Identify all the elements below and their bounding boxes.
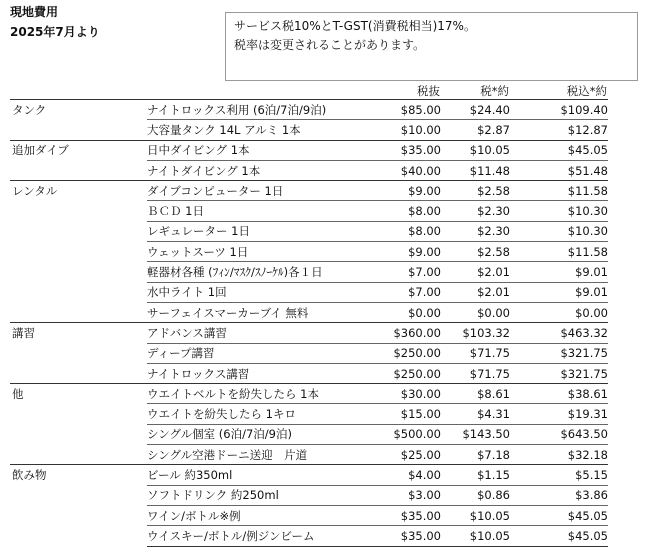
- total-cell: $463.32: [510, 323, 608, 343]
- tax-cell: $2.01: [441, 262, 510, 282]
- item-name-cell: ナイトロックス利用 (6泊/7泊/9泊): [147, 100, 380, 120]
- tax-cell: $24.40: [441, 100, 510, 120]
- item-name-cell: ウエイトベルトを紛失したら 1本: [147, 384, 380, 404]
- category-cell: 追加ダイブ: [10, 140, 147, 160]
- category-cell: [10, 160, 147, 180]
- category-cell: [10, 485, 147, 505]
- total-cell: $12.87: [510, 120, 608, 140]
- total-cell: $3.86: [510, 485, 608, 505]
- pre-tax-cell: $250.00: [380, 363, 441, 383]
- total-cell: $9.01: [510, 262, 608, 282]
- table-row: [10, 323, 608, 343]
- table-row: [10, 404, 608, 424]
- price-table: [10, 99, 608, 547]
- tax-cell: $10.05: [441, 505, 510, 525]
- category-cell: [10, 201, 147, 221]
- pre-tax-cell: $250.00: [380, 343, 441, 363]
- category-cell: [10, 221, 147, 241]
- tax-cell: $8.61: [441, 384, 510, 404]
- item-name-cell: 大容量タンク 14L アルミ 1本: [147, 120, 380, 140]
- item-name-cell: アドバンス講習: [147, 323, 380, 343]
- table-row: [10, 424, 608, 444]
- total-cell: $321.75: [510, 343, 608, 363]
- tax-cell: $10.05: [441, 140, 510, 160]
- column-header-pre-tax: 税抜: [417, 84, 440, 98]
- category-cell: 飲み物: [10, 465, 147, 485]
- pre-tax-cell: $15.00: [380, 404, 441, 424]
- tax-cell: $103.32: [441, 323, 510, 343]
- pre-tax-cell: $8.00: [380, 201, 441, 221]
- item-name-cell: ウエイトを紛失したら 1キロ: [147, 404, 380, 424]
- item-name-cell: ビール 約350ml: [147, 465, 380, 485]
- pre-tax-cell: $500.00: [380, 424, 441, 444]
- total-cell: $10.30: [510, 221, 608, 241]
- table-row: [10, 160, 608, 180]
- category-cell: [10, 363, 147, 383]
- pre-tax-cell: $35.00: [380, 505, 441, 525]
- table-row: [10, 505, 608, 525]
- table-row: [10, 445, 608, 465]
- pre-tax-cell: $7.00: [380, 262, 441, 282]
- category-cell: [10, 262, 147, 282]
- tax-cell: $2.87: [441, 120, 510, 140]
- pre-tax-cell: $40.00: [380, 160, 441, 180]
- pre-tax-cell: $35.00: [380, 526, 441, 546]
- item-name-cell: レギュレーター 1日: [147, 221, 380, 241]
- pre-tax-cell: $25.00: [380, 445, 441, 465]
- category-cell: レンタル: [10, 181, 147, 201]
- tax-cell: $0.86: [441, 485, 510, 505]
- tax-cell: $0.00: [441, 302, 510, 322]
- tax-cell: $10.05: [441, 526, 510, 546]
- effective-date: 2025年7月より: [10, 25, 100, 39]
- table-row: [10, 384, 608, 404]
- item-name-cell: 水中ライト 1回: [147, 282, 380, 302]
- tax-note-line-2: 税率は変更されることがあります。: [234, 38, 426, 52]
- pre-tax-cell: $9.00: [380, 181, 441, 201]
- item-name-cell: ダイブコンピューター 1日: [147, 181, 380, 201]
- pre-tax-cell: $360.00: [380, 323, 441, 343]
- tax-cell: $11.48: [441, 160, 510, 180]
- pre-tax-cell: $10.00: [380, 120, 441, 140]
- total-cell: $19.31: [510, 404, 608, 424]
- pre-tax-cell: $0.00: [380, 302, 441, 322]
- item-name-cell: ワイン/ボトル※例: [147, 505, 380, 525]
- total-cell: $109.40: [510, 100, 608, 120]
- category-cell: [10, 404, 147, 424]
- tax-cell: $7.18: [441, 445, 510, 465]
- total-cell: $0.00: [510, 302, 608, 322]
- total-cell: $45.05: [510, 526, 608, 546]
- table-row: [10, 282, 608, 302]
- tax-cell: $2.58: [441, 181, 510, 201]
- total-cell: $32.18: [510, 445, 608, 465]
- category-cell: [10, 282, 147, 302]
- pre-tax-cell: $3.00: [380, 485, 441, 505]
- page-title: 現地費用: [10, 5, 59, 19]
- table-row: [10, 343, 608, 363]
- tax-cell: $71.75: [441, 343, 510, 363]
- item-name-cell: シングル空港ドーニ送迎 片道: [147, 445, 380, 465]
- total-cell: $321.75: [510, 363, 608, 383]
- item-name-cell: ナイトロックス講習: [147, 363, 380, 383]
- pre-tax-cell: $8.00: [380, 221, 441, 241]
- total-cell: $9.01: [510, 282, 608, 302]
- table-row: [10, 221, 608, 241]
- total-cell: $38.61: [510, 384, 608, 404]
- table-row: [10, 363, 608, 383]
- total-cell: $5.15: [510, 465, 608, 485]
- item-name-cell: 軽器材各種 (ﾌｨﾝ/ﾏｽｸ/ｽﾉｰｹﾙ)各１日: [147, 262, 380, 282]
- tax-cell: $143.50: [441, 424, 510, 444]
- total-cell: $45.05: [510, 505, 608, 525]
- table-row: [10, 242, 608, 262]
- item-name-cell: ナイトダイビング 1本: [147, 160, 380, 180]
- tax-cell: $2.01: [441, 282, 510, 302]
- tax-cell: $2.30: [441, 221, 510, 241]
- total-cell: $10.30: [510, 201, 608, 221]
- tax-cell: $1.15: [441, 465, 510, 485]
- total-cell: $45.05: [510, 140, 608, 160]
- item-name-cell: ディープ講習: [147, 343, 380, 363]
- pre-tax-cell: $4.00: [380, 465, 441, 485]
- column-header-tax: 税*約: [480, 84, 509, 98]
- table-row: [10, 465, 608, 485]
- pre-tax-cell: $35.00: [380, 140, 441, 160]
- category-cell: タンク: [10, 100, 147, 120]
- price-table-body: [10, 100, 608, 547]
- table-row: [10, 181, 608, 201]
- column-header-total: 税込*約: [566, 84, 607, 98]
- category-cell: [10, 302, 147, 322]
- table-row: [10, 140, 608, 160]
- total-cell: $643.50: [510, 424, 608, 444]
- total-cell: $11.58: [510, 242, 608, 262]
- pre-tax-cell: $7.00: [380, 282, 441, 302]
- item-name-cell: ソフトドリンク 約250ml: [147, 485, 380, 505]
- item-name-cell: ウイスキー/ボトル/例ジンビーム: [147, 526, 380, 546]
- table-row: [10, 201, 608, 221]
- item-name-cell: ＢＣＤ 1日: [147, 201, 380, 221]
- category-cell: [10, 505, 147, 525]
- category-cell: 講習: [10, 323, 147, 343]
- tax-cell: $71.75: [441, 363, 510, 383]
- item-name-cell: サーフェイスマーカーブイ 無料: [147, 302, 380, 322]
- total-cell: $11.58: [510, 181, 608, 201]
- category-cell: [10, 120, 147, 140]
- item-name-cell: ウェットスーツ 1日: [147, 242, 380, 262]
- category-cell: 他: [10, 384, 147, 404]
- tax-cell: $4.31: [441, 404, 510, 424]
- table-row: [10, 100, 608, 120]
- category-cell: [10, 424, 147, 444]
- table-row: [10, 262, 608, 282]
- item-name-cell: 日中ダイビング 1本: [147, 140, 380, 160]
- pre-tax-cell: $85.00: [380, 100, 441, 120]
- tax-cell: $2.30: [441, 201, 510, 221]
- table-row: [10, 120, 608, 140]
- tax-note-line-1: サービス税10%とT-GST(消費税相当)17%。: [234, 19, 476, 33]
- category-cell: [10, 445, 147, 465]
- table-row: [10, 302, 608, 322]
- total-cell: $51.48: [510, 160, 608, 180]
- pre-tax-cell: $9.00: [380, 242, 441, 262]
- tax-cell: $2.58: [441, 242, 510, 262]
- tax-note-box: [225, 12, 638, 81]
- pre-tax-cell: $30.00: [380, 384, 441, 404]
- table-row: [10, 485, 608, 505]
- category-cell: [10, 242, 147, 262]
- item-name-cell: シングル個室 (6泊/7泊/9泊): [147, 424, 380, 444]
- category-cell: [10, 343, 147, 363]
